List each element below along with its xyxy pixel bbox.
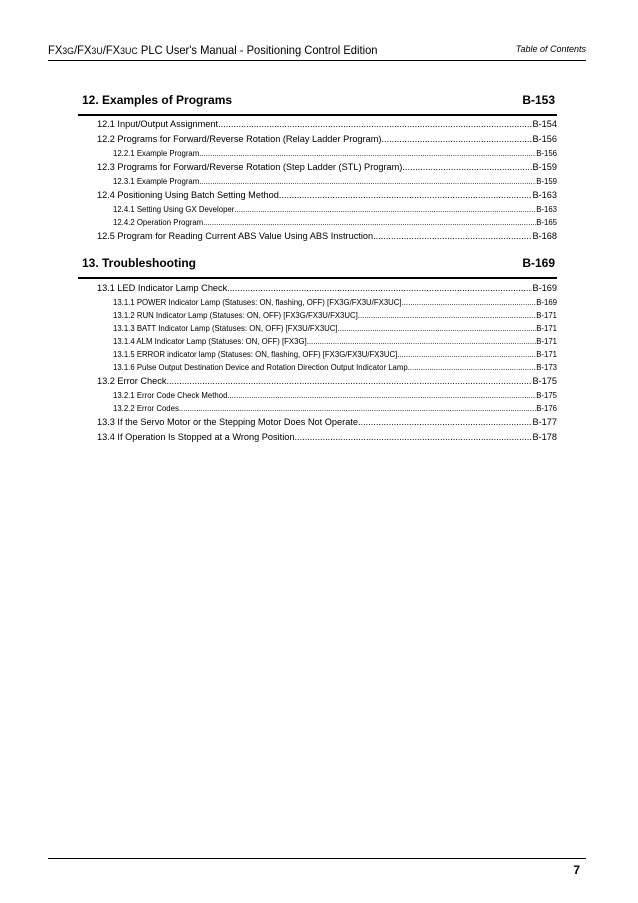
toc-entry-page: B-173 [536, 363, 557, 372]
chapter-title: 13. Troubleshooting [82, 256, 197, 270]
toc-entry[interactable] [97, 132, 557, 147]
toc-entry-page: B-169 [532, 283, 557, 293]
toc-entry[interactable] [97, 229, 557, 244]
toc-entry-page: B-165 [536, 218, 557, 227]
toc-entry[interactable] [97, 374, 557, 389]
toc-entry-label: 13.1.5 ERROR indicator lamp (Statuses: ON, flashing, OFF) [FX3G/FX3U/FX3UC] [113, 350, 398, 359]
toc-entry[interactable] [97, 203, 557, 216]
toc-entry-label: 12.5 Program for Reading Current ABS Value Using ABS Instruction [97, 231, 374, 241]
dot-leader [338, 322, 537, 335]
toc-entry-page: B-159 [532, 162, 557, 172]
toc-entry-label: 13.1.6 Pulse Output Destination Device and Rotation Direction Output Indicator Lamp [113, 363, 408, 372]
toc-entry-page: B-176 [536, 404, 557, 413]
dot-leader [179, 402, 536, 415]
chapter-page: B-153 [522, 93, 555, 107]
dot-leader [294, 430, 532, 445]
dot-leader [203, 216, 536, 229]
page-number: 7 [573, 863, 580, 877]
toc-entry-page: B-171 [536, 311, 557, 320]
toc-entry[interactable] [97, 322, 557, 335]
toc-entry-label: 12.4 Positioning Using Batch Setting Method [97, 190, 279, 200]
dot-leader [166, 374, 532, 389]
toc-entry-page: B-156 [536, 149, 557, 158]
toc-entry[interactable] [97, 361, 557, 374]
page-header [48, 40, 586, 62]
toc-entry-label: 13.2.1 Error Code Check Method [113, 391, 228, 400]
toc-entry-page: B-175 [536, 391, 557, 400]
toc-entry[interactable] [97, 415, 557, 430]
toc-entry-page: B-156 [532, 134, 557, 144]
toc-entry-label: 13.3 If the Servo Motor or the Stepping Motor Does Not Operate [97, 417, 358, 427]
section-name: Table of Contents [515, 44, 586, 54]
toc-entry-page: B-159 [536, 177, 557, 186]
dot-leader [408, 361, 536, 374]
toc-entry-label: 13.1.4 ALM Indicator Lamp (Statuses: ON, OFF) [FX3G] [113, 337, 307, 346]
dot-leader [307, 335, 536, 348]
toc-entry-page: B-163 [536, 205, 557, 214]
toc-entry[interactable] [97, 216, 557, 229]
chapter-heading-13[interactable] [78, 253, 557, 279]
toc-entry-label: 13.1.1 POWER Indicator Lamp (Statuses: ON, flashing, OFF) [FX3G/FX3U/FX3UC] [113, 298, 402, 307]
toc-entry-label: 12.3 Programs for Forward/Reverse Rotation (Step Ladder (STL) Program). [97, 162, 405, 172]
header-divider [48, 60, 586, 61]
footer-divider [48, 858, 586, 859]
toc-entry-label: 12.4.2 Operation Program [113, 218, 204, 227]
dot-leader [381, 132, 532, 147]
toc-entry[interactable] [97, 335, 557, 348]
dot-leader [402, 296, 537, 309]
dot-leader [234, 203, 536, 216]
dot-leader [405, 160, 533, 175]
chapter-rule [78, 114, 557, 116]
toc-entry-label: 13.1.2 RUN Indicator Lamp (Statuses: ON, OFF) [FX3G/FX3U/FX3UC]. [113, 311, 360, 320]
dot-leader [199, 147, 536, 160]
toc-entry-label: 12.4.1 Setting Using GX Developer [113, 205, 235, 214]
toc-entry-label: 13.1 LED Indicator Lamp Check [97, 283, 228, 293]
chapter-heading-12[interactable] [78, 90, 557, 116]
toc-entry[interactable] [97, 281, 557, 296]
toc-entry[interactable] [97, 348, 557, 361]
dot-leader [358, 415, 533, 430]
toc-entry-page: B-178 [532, 432, 557, 442]
toc-entry[interactable] [97, 430, 557, 445]
toc-entry[interactable] [97, 296, 557, 309]
toc-entry-label: 12.2.1 Example Program [113, 149, 200, 158]
toc-entry-label: 12.2 Programs for Forward/Reverse Rotation (Relay Ladder Program) [97, 134, 382, 144]
dot-leader [199, 175, 536, 188]
dot-leader [397, 348, 536, 361]
dot-leader [227, 281, 532, 296]
toc-entry[interactable] [97, 389, 557, 402]
toc-entry[interactable] [97, 117, 557, 132]
toc-entry[interactable] [97, 175, 557, 188]
toc-entry-page: B-168 [532, 231, 557, 241]
toc-entry-page: B-175 [532, 376, 557, 386]
dot-leader [360, 309, 536, 322]
toc-list-13 [97, 281, 557, 445]
manual-title: FX3G/FX3U/FX3UC PLC User's Manual - Positioning Control Edition [48, 43, 378, 57]
toc-entry-page: B-171 [536, 324, 557, 333]
dot-leader [218, 117, 532, 132]
toc-entry[interactable] [97, 188, 557, 203]
toc-entry-label: 13.1.3 BATT Indicator Lamp (Statuses: ON, OFF) [FX3U/FX3UC] [113, 324, 338, 333]
toc-entry[interactable] [97, 160, 557, 175]
toc-entry-label: 13.2 Error Check [97, 376, 167, 386]
toc-list-12 [97, 117, 557, 244]
toc-entry-page: B-169 [536, 298, 557, 307]
toc-entry-page: B-163 [532, 190, 557, 200]
dot-leader [373, 229, 532, 244]
dot-leader [227, 389, 536, 402]
toc-entry-label: 12.3.1 Example Program [113, 177, 200, 186]
chapter-title: 12. Examples of Programs [82, 93, 233, 107]
toc-entry-page: B-177 [532, 417, 557, 427]
dot-leader [279, 188, 533, 203]
toc-entry[interactable] [97, 309, 557, 322]
toc-entry-page: B-154 [532, 119, 557, 129]
toc-entry[interactable] [97, 147, 557, 160]
toc-entry-label: 13.2.2 Error Codes [113, 404, 179, 413]
chapter-rule [78, 277, 557, 279]
chapter-page: B-169 [522, 256, 555, 270]
toc-entry-page: B-171 [536, 350, 557, 359]
toc-entry-label: 12.1 Input/Output Assignment [97, 119, 219, 129]
toc-entry[interactable] [97, 402, 557, 415]
toc-entry-label: 13.4 If Operation Is Stopped at a Wrong Position [97, 432, 295, 442]
toc-entry-page: B-171 [536, 337, 557, 346]
